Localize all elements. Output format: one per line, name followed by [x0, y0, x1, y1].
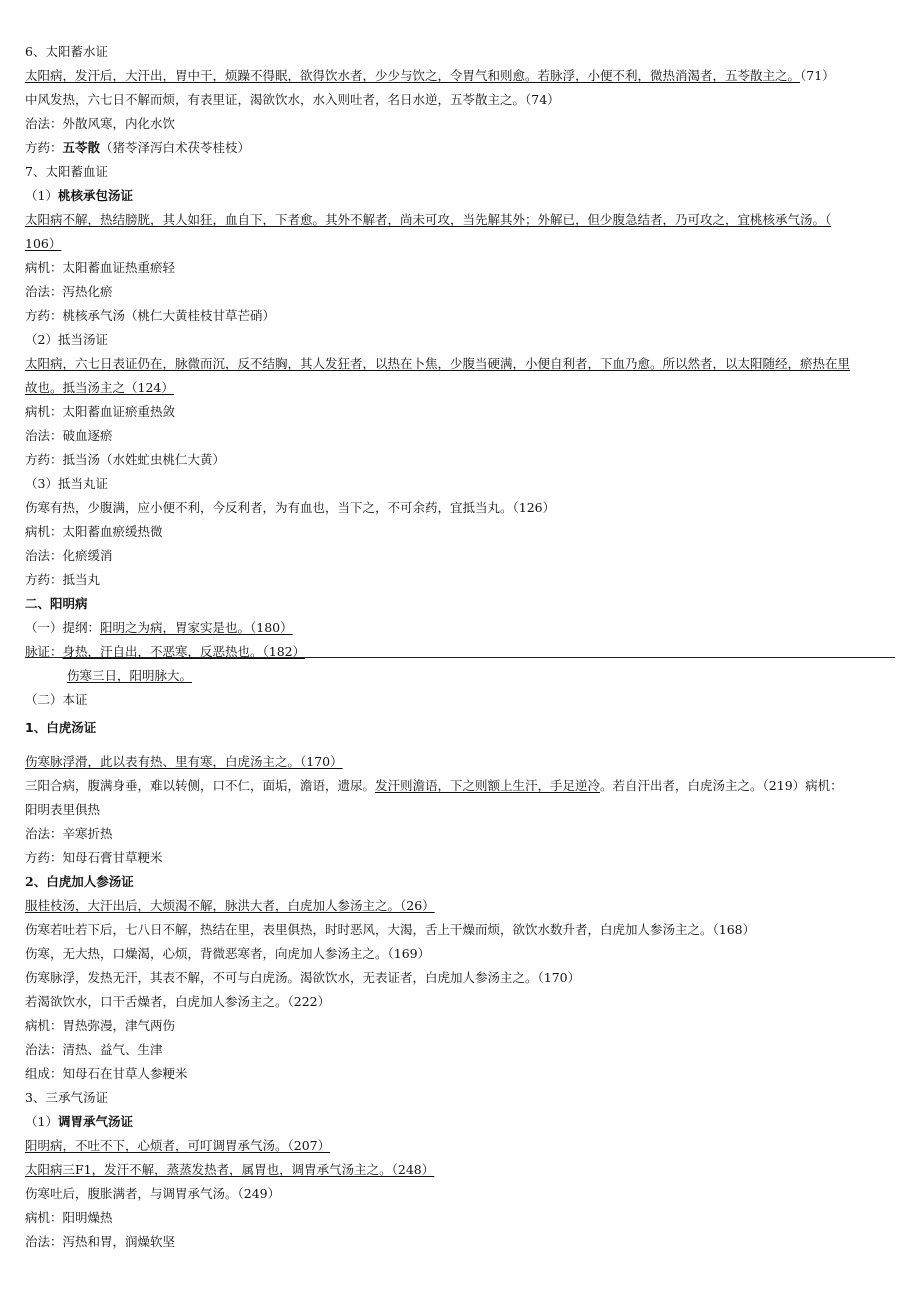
text-line: 治法：破血逐瘀	[25, 428, 113, 443]
text-line	[25, 774, 896, 798]
section-heading: 7、太阳蓄血证	[25, 164, 108, 179]
section-heading: 1、白虎汤证	[25, 720, 97, 735]
quote-line	[25, 208, 896, 232]
text-line: 病机：胃热弥漫，津气两伤	[25, 1018, 176, 1033]
subsection-heading	[25, 184, 896, 208]
text-line: 中风发热，六七日不解而烦，有表里证，渴欲饮水，水入则吐者，名日水逆，五苓散主之。（74）	[25, 92, 560, 107]
underlined-quote: 伤寒脉浮滑，此以表有热、里有寒，白虎汤主之。（170）	[25, 754, 343, 769]
chapter-heading: 二、阳明病	[25, 596, 88, 611]
underlined-quote: 太阳病三F1，发汗不解，蒸蒸发热者，属胃也，调胄承气汤主之。（248）	[25, 1162, 435, 1177]
pulse-line	[25, 640, 896, 664]
text-line: 病机：太阳蓄血证瘀重热敛	[25, 404, 176, 419]
text-line: 若渴欲饮水，口干舌燥者，白虎加人参汤主之。（222）	[25, 994, 331, 1009]
text-line: 方药：抵当丸	[25, 572, 101, 587]
clause-number: （71）	[800, 68, 835, 83]
formula-ingredients: （猪苓泽泻白术茯苓桂枝）	[100, 140, 251, 155]
text-line: 方药：知母石膏甘草粳米	[25, 850, 163, 865]
section-heading: 3、三承气汤证	[25, 1090, 108, 1105]
subsection-heading: （二）本证	[25, 692, 88, 707]
text-line: 伤寒脉浮，发热无汗，其表不解，不可与白虎汤。渴欲饮水，无表证者，白虎加人参汤主之。（170）	[25, 970, 581, 985]
text-line: 伤寒，无大热，口燥渴，心烦，背微恶寒者，向虎加人参汤主之。（169）	[25, 946, 431, 961]
quote-line	[25, 352, 896, 376]
subsection-title: 桃核承包汤证	[57, 188, 133, 203]
label: 方药：	[25, 140, 63, 155]
underlined-quote: 阳明之为病，胃家实是也。（180）	[100, 620, 293, 635]
underlined-quote: 身热，汗自出，不恶寒，反恶热也。（182）	[62, 644, 306, 659]
quote-line	[25, 64, 896, 88]
text-line: 病机：太阳蓄血证热重瘀轻	[25, 260, 176, 275]
underlined-quote: 106）	[25, 236, 62, 251]
underlined-quote: 故也。抵当汤主之（124）	[25, 380, 174, 395]
text-line: 治法：化瘀缓消	[25, 548, 113, 563]
subsection-title: 调胃承气汤证	[57, 1114, 133, 1129]
section-heading: 6、太阳蓄水证	[25, 44, 108, 59]
text-line	[25, 136, 896, 160]
text-line: 病机：阳明燥热	[25, 1210, 113, 1225]
underlined-quote: 服桂枝汤，大汗出后，大烦渴不解，脉洪大者，白虎加人参汤主之。（26）	[25, 898, 435, 913]
text-segment: 。若自汗出者，白虎汤主之。（219）病机：	[600, 778, 843, 793]
text-line: 组成：知母石在甘草人参粳米	[25, 1066, 188, 1081]
label: 脉证：	[25, 644, 63, 659]
underlined-quote: 太阳病不解，热结膀胱，其人如狂，血自下，下者愈。其外不解者，尚未可攻，当先解其外；外解已，但少腹急结者，乃可攻之，宜桃核承气汤。（	[25, 212, 832, 227]
quote-line	[25, 1158, 896, 1182]
text-line: 伤寒吐后，腹胀满者，与调胃承气汤。（249）	[25, 1186, 281, 1201]
underlined-quote: 伤寒三日，阳明脉大。	[67, 668, 193, 683]
outline-line	[25, 616, 896, 640]
formula-name: 五苓散	[62, 140, 101, 155]
text-line: 治法：泻热和胃，润燥软坚	[25, 1234, 176, 1249]
quote-line	[25, 743, 896, 774]
quote-line-continued	[25, 376, 896, 400]
quote-line	[25, 1134, 896, 1158]
underlined-quote: 太阳病，六七日表证仍在，脉微而沉，反不结胸，其人发狂者，以热在卜焦，少腹当硬满，小便自利者，下血乃愈。所以然者，以太阳随经，瘀热在里	[25, 356, 851, 371]
text-line: 治法：清热、益气、生津	[25, 1042, 163, 1057]
subsection-number: （1）	[25, 188, 58, 203]
text-line: 阳明表里俱热	[25, 802, 101, 817]
quote-line	[25, 894, 896, 918]
text-line: 伤寒有热，少腹满，应小便不利，今反利者，为有血也，当下之，不可余药，宜抵当丸。（126）	[25, 500, 556, 515]
text-line: 病机：太阳蓄血瘀缓热微	[25, 524, 163, 539]
subsection-heading: （2）抵当汤证	[25, 332, 108, 347]
text-line: 方药：桃核承气汤（桃仁大黄桂枝甘草芒硝）	[25, 308, 276, 323]
underlined-quote: 发汗则澹语，下之则额上生汗，手足逆冷	[375, 778, 601, 793]
section-heading: 2、白虎加人参汤证	[25, 874, 134, 889]
quote-line-continued	[25, 232, 896, 256]
text-segment: 三阳合病，腹满身垂，难以转侧，口不仁，面垢，澹语，遗尿。	[25, 778, 376, 793]
text-line: 治法：辛寒折热	[25, 826, 113, 841]
subsection-heading: （3）抵当丸证	[25, 476, 108, 491]
indented-line	[25, 664, 896, 688]
subsection-heading	[25, 1110, 896, 1134]
subsection-number: （1）	[25, 1114, 58, 1129]
underlined-quote: 阳明病，不吐不下，心烦者，可叮调胃承气汤。（207）	[25, 1138, 331, 1153]
text-line: 方药：抵当汤（水姓虻虫桃仁大黄）	[25, 452, 226, 467]
text-line: 治法：外散风寒，内化水饮	[25, 116, 176, 131]
text-line: 伤寒若吐若下后，七八日不解，热结在里，表里俱热，时时恶风，大渴，舌上干燥而烦，欲饮水数升者，白虎加人参汤主之。（168）	[25, 922, 756, 937]
text-line: 治法：泻热化瘀	[25, 284, 113, 299]
underlined-quote: 太阳病，发汗后，大汗出，胃中干，烦躁不得眠，欲得饮水者，少少与饮之，令胃气和则愈。若脉浮，小便不利，微热消渴者，五苓散主之。	[25, 68, 801, 83]
label: （一）提纲：	[25, 620, 101, 635]
